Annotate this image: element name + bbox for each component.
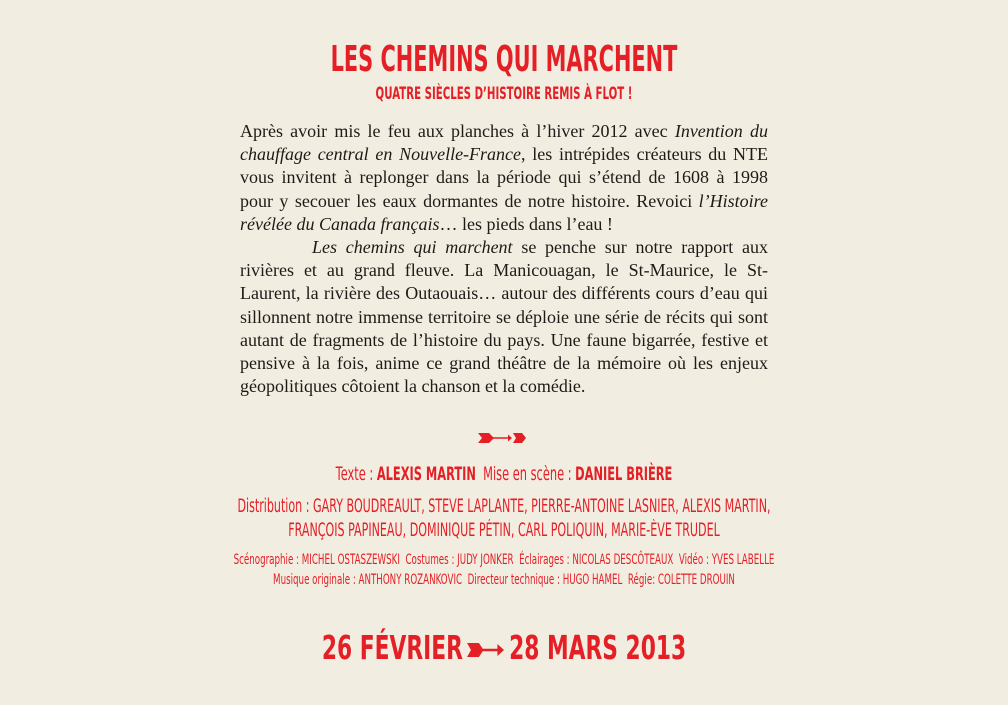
credit-label: Scénographie : [233, 552, 302, 568]
text-run: , les intrépides créateurs du NTE vous invitent à replonger dans la période qui s’étend de 1608 à 1998 pour y secouer les eaux dormantes de notre histoire. Revoici [240, 144, 768, 211]
arrow-right-icon [467, 639, 505, 661]
page-title: LES CHEMINS QUI MARCHENT [330, 39, 678, 80]
page-subtitle: QUATRE SIÈCLES D’HISTOIRE REMIS À FLOT ! [375, 84, 633, 104]
description-paragraph-2 [240, 236, 768, 398]
description-paragraph-1 [240, 120, 768, 236]
credit-name: COLETTE DROUIN [657, 572, 735, 588]
credit-names: FRANÇOIS PAPINEAU, DOMINIQUE PÉTIN, CARL POLIQUIN, MARIE-ÈVE TRUDEL [288, 520, 720, 541]
text-run: Après avoir mis le feu aux planches à l’hiver 2012 avec [240, 121, 675, 141]
credit-label: Costumes : [405, 552, 458, 568]
italic-title: Les chemins qui marchent [312, 237, 513, 258]
credit-name: YVES LABELLE [711, 552, 775, 568]
credit-line-distribution-2 [202, 520, 807, 542]
text-run: se penche sur notre rapport aux rivières et au grand fleuve. La Manicouagan, le St-Maurice, le St-Laurent, la rivière des Outaouais… autour des différents cours d’eau qui sillonnent notre immense territoire se déploie une série de récits qui sont autant de fragments de l’histoire du pays. Une faune bigarrée, festive et pensive à la fois, anime ce grand théâtre de la mémoire où les enjeux géopolitiques côtoient la chanson et la comédie. [240, 237, 768, 397]
text-run: … les pieds dans l’eau ! [439, 213, 613, 234]
credit-line-technical [202, 571, 807, 589]
credit-name: HUGO HAMEL [562, 572, 623, 588]
credit-name: JUDY JONKER [457, 552, 514, 568]
credit-line-design [202, 551, 807, 569]
credit-name: DANIEL BRIÈRE [575, 463, 673, 485]
description [240, 120, 768, 398]
italic-title: Invention du chauffage central en Nouvelle-France [240, 121, 768, 165]
date-range [171, 628, 836, 668]
credit-label: Musique originale : [273, 572, 359, 588]
credit-label: Distribution : [237, 496, 314, 517]
credit-label: Éclairages : [519, 552, 573, 568]
arrow-ornament-icon [478, 431, 526, 445]
credit-label: Mise en scène : [483, 463, 576, 485]
credit-name: ALEXIS MARTIN [376, 463, 476, 485]
credit-name: ANTHONY ROZANKOVIC [358, 572, 463, 588]
credit-label: Directeur technique : [467, 572, 563, 588]
italic-title: l’Histoire révélée du Canada français [240, 190, 768, 234]
credit-label: Texte : [335, 463, 377, 485]
credit-name: NICOLAS DESCÔTEAUX [572, 552, 674, 568]
credit-label: Régie: [627, 572, 658, 588]
credit-label: Vidéo : [678, 552, 712, 568]
start-date: 26 FÉVRIER [321, 628, 463, 667]
credit-names: GARY BOUDREAULT, STEVE LAPLANTE, PIERRE-ANTOINE LASNIER, ALEXIS MARTIN, [313, 496, 771, 517]
credit-line-author [202, 463, 807, 485]
credit-line-distribution [202, 496, 807, 518]
end-date: 28 MARS 2013 [509, 628, 687, 667]
credit-name: MICHEL OSTASZEWSKI [301, 552, 400, 568]
